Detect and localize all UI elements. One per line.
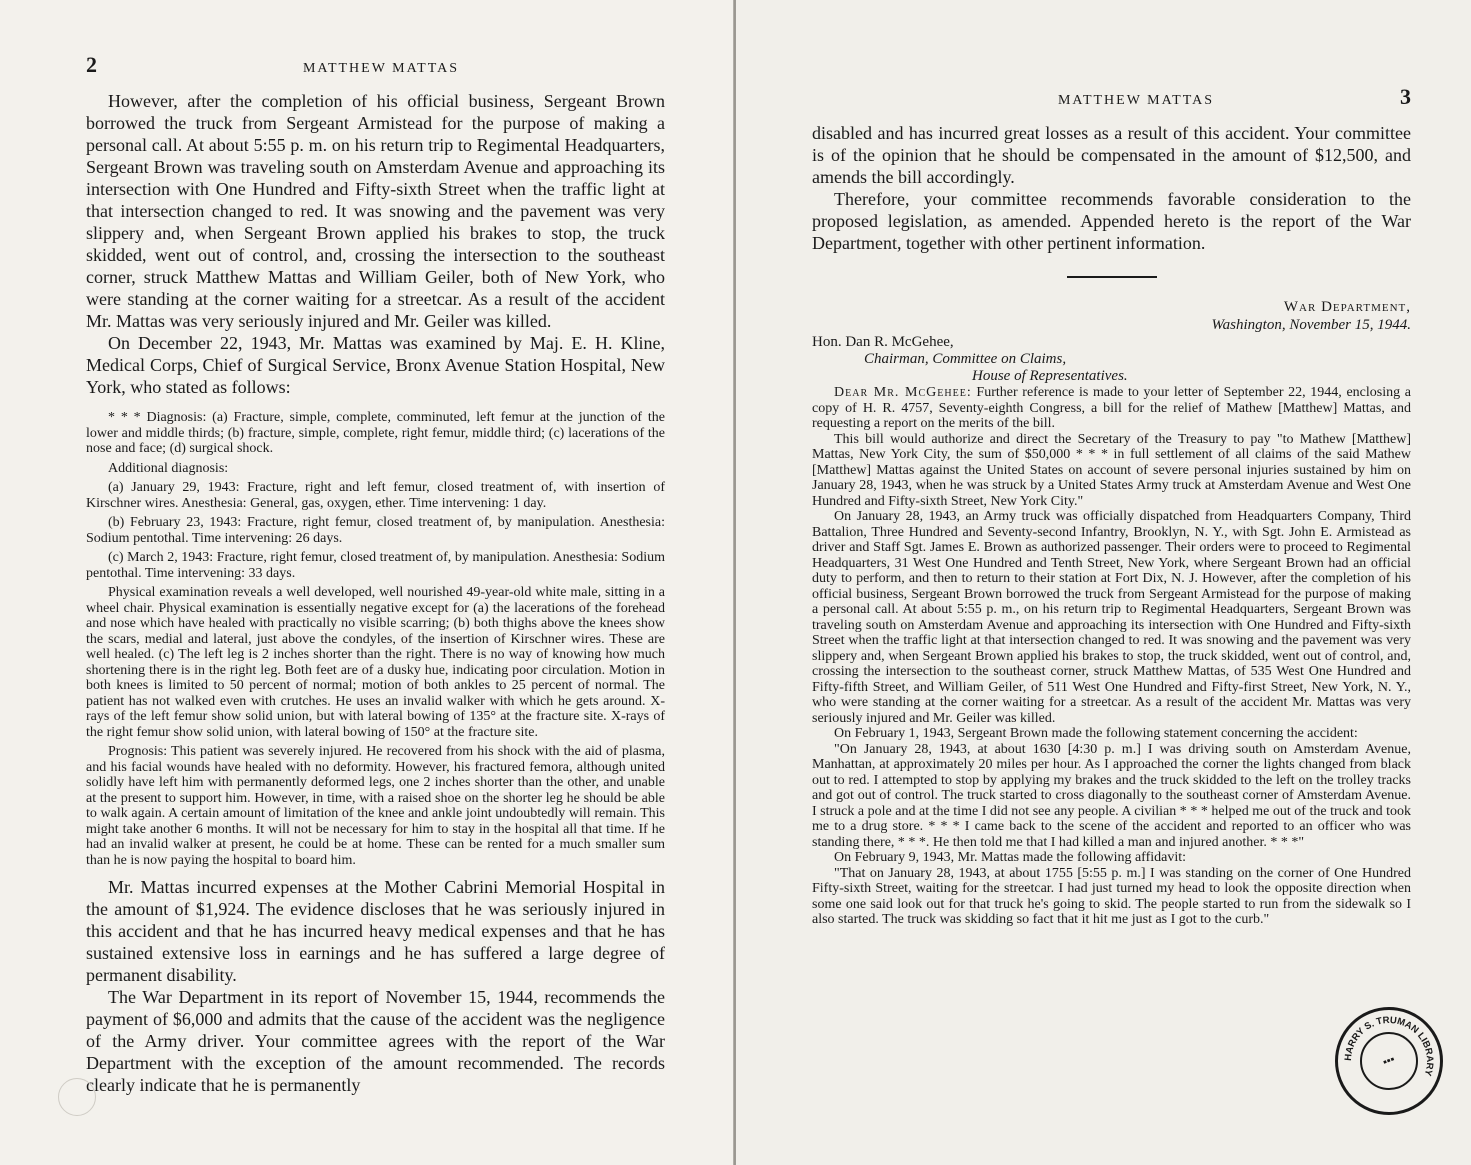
page-hole-mark (58, 1078, 96, 1116)
right-page-number: 3 (1400, 84, 1411, 109)
mattas-affidavit: "That on January 28, 1943, at about 1755 [5:55 p. m.] I was standing on the corner of One Hundred Fifty-sixth Street, waiting for the streetcar. I had just turned my head to look the opposite direction when some one said look out for that truck he's going to skid. The people started to run from the sidewalk so I also started. The truck was skidding so fact that it hit me just as I got to the curb." (812, 865, 1411, 927)
letter-paragraph-1-text: Further reference is made to your letter of September 22, 1944, enclosing a copy of H. R. 4757, Seventy-eighth Congress, a bill for the relief of Mathew [Matthew] Mattas, and requesting a report on the merits of the bill. (812, 385, 1412, 431)
letter-paragraph-2: This bill would authorize and direct the Secretary of the Treasury to pay "to Mathew [Matthew] Mattas, New York City, the sum of $50,000 * * * in full settlement of all claims of the said Mathew [Matthew] Mattas against the United States on account of severe personal injuries sustained by him on January 28, 1943, when he was struck by a United States Army truck at Amsterdam Avenue and West One Hundred and Fifty-sixth Street, New York City." (812, 431, 1411, 509)
diagnosis-item-b: (b) February 23, 1943: Fracture, right femur, closed treatment of, by manipulation. Anesthesia: Sodium pentothal. Time intervening: 26 days. (86, 515, 665, 546)
physical-exam-quote: Physical examination reveals a well developed, well nourished 49-year-old white male, sitting in a wheel chair. Physical examination is essentially negative except for (a) the lacerations of the forehead and nose which have healed with practically no visible scarring; (b) both thighs above the knees show the scars, medial and lateral, just above the condyles, of the insertion of Kirschner wires. These are well healed. (c) The left leg is 2 inches shorter than the right. There is no way of knowing how much shortening there is in the right leg. Both feet are of a dusky hue, indicating poor circulation. Motion in both knees is limited to 50 percent of normal; motion of both ankles to 25 percent of normal. The patient has not walked even with crutches. He uses an invalid walker with which he gets around. X-rays of the left femur show solid union, but with lateral bowing of 135° at the fracture site. X-rays of the right femur show solid union, with lateral bowing of 150° at the fracture site. (86, 585, 665, 740)
left-paragraph-3: Mr. Mattas incurred expenses at the Mother Cabrini Memorial Hospital in the amount of $1,924. The evidence discloses that he was seriously injured in this accident and that he has incurred heavy medical expenses and that he has sustained extensive loss in earnings and he has suffered a large degree of permanent disability. (86, 877, 665, 985)
left-paragraph-4: The War Department in its report of November 15, 1944, recommends the payment of $6,000 and admits that the cause of the accident was the negligence of the Army driver. Your committee agrees with the report of the War Department with the exception of the amount recommended. The records clearly indicate that he is permanently (86, 987, 665, 1095)
right-head-title: MATTHEW MATTAS (1057, 93, 1215, 108)
right-paragraph-1: disabled and has incurred great losses as a result of this accident. Your committee is of the opinion that he should be compensated in the amount of $12,500, and amends the bill accordingly. (812, 123, 1411, 187)
addressee-house: House of Representatives. (972, 368, 1128, 384)
letter-paragraph-1 (812, 385, 1411, 432)
diagnosis-quote: * * * Diagnosis: (a) Fracture, simple, complete, comminuted, left femur at the junction of the lower and middle thirds; (b) fracture, simple, complete, right femur, middle third; (c) lacerations of the nose and face; (d) surgical shock. (86, 410, 665, 456)
prognosis-quote: Prognosis: This patient was severely injured. He recovered from his shock with the aid of plasma, and his facial wounds have healed with no deformity. However, his fractured femora, although united solidly have left him with permanently deformed legs, one 2 inches shorter than the other, and unable at the present to support him. However, in time, with a raised shoe on the shorter leg he should be able to walk again. A certain amount of limitation of the knee and ankle joint undoubtedly will remain. This might take another 6 months. It will not be necessary for him to stay in the hospital all that time. If he had an invalid walker at present, he could be at home. These can be rented for a much smaller sum than he is now paying the hospital to board him. (86, 744, 665, 868)
right-paragraph-2: Therefore, your committee recommends favorable consideration to the proposed legislation, as amended. Appended hereto is the report of the War Department, together with other pertinent information. (812, 189, 1411, 253)
letter-org: War Department, (1283, 299, 1411, 315)
letter-paragraph-3: On January 28, 1943, an Army truck was officially dispatched from Headquarters Company, Third Battalion, Three Hundred and Seventy-second Infantry, Brooklyn, N. Y., with Sgt. John E. Armistead as driver and Staff Sgt. James E. Brown as authorized passenger. Their orders were to proceed to Regimental Headquarters, 31 West One Hundred and Tenth Street, New York, where Sergeant Brown had an official duty to perform, and then to return to their station at Fort Dix, N. J. However, after the completion of his official business, Sergeant Brown borrowed the truck from Sergeant Armistead for the purpose of making a personal call. At about 5:55 p. m., on his return trip to Regimental Headquarters, Sergeant Brown was traveling south on Amsterdam Avenue and approaching its intersection with One Hundred and Fifty-sixth Street when the traffic light at that intersection changed to red. It was snowing and the pavement was very slippery and, when Sergeant Brown applied his brakes to stop, the truck skidded, went out of control, and, crossing the intersection to the southeast corner, struck Matthew Mattas, of 535 West One Hundred and Fifty-fifth Street, and William Geiler, of 511 West One Hundred and Fifty-first Street, New York, N. Y., who were standing at the corner waiting for a streetcar. As a result of the accident Mr. Mattas was very seriously injured and Mr. Geiler was killed. (812, 509, 1411, 726)
stamp-text: HARRY S. TRUMAN LIBRARY (1342, 1014, 1436, 1078)
letter-heading (812, 298, 1411, 334)
left-paragraph-1: However, after the completion of his official business, Sergeant Brown borrowed the truck from Sergeant Armistead for the purpose of making a personal call. At about 5:55 p. m. on his return trip to Regimental Headquarters, Sergeant Brown was traveling south on Amsterdam Avenue and approaching its intersection with One Hundred and Fifty-sixth Street when the traffic light at that intersection changed to red. It was snowing and the pavement was very slippery and, when Sergeant Brown applied his brakes to stop, the truck skidded, went out of control, and, crossing the intersection to the southeast corner, struck Matthew Mattas and William Geiler, both of New York, who were standing at the corner waiting for a streetcar. As a result of the accident Mr. Mattas was very seriously injured and Mr. Geiler was killed. (86, 91, 665, 331)
addressee-title: Chairman, Committee on Claims, (864, 351, 1067, 367)
letter-address (812, 334, 1411, 385)
right-running-head (812, 84, 1411, 110)
left-page (0, 0, 735, 1165)
stamp-monogram-icon: ▪▪▪ (1381, 1053, 1397, 1069)
brown-statement: "On January 28, 1943, at about 1630 [4:30 p. m.] I was driving south on Amsterdam Avenue, Manhattan, at approximately 20 miles per hour. As I approached the corner the lights changed from black out to red. I attempted to stop by applying my brakes and the truck skidded to the left on the trolley tracks and got out of control. The truck started to cross diagonally to the southeast corner of Amsterdam Avenue. I struck a pole and at the time I did not see any people. A civilian * * * helped me out of the truck and took me to a drug store. * * * I came back to the scene of the accident and reported to an officer who was standing there, * * *. He then told me that I had killed a man and injured another. * * *" (812, 741, 1411, 850)
diagnosis-item-c: (c) March 2, 1943: Fracture, right femur, closed treatment of, by manipulation. Anesthesia: Sodium pentothal. Time intervening: 33 days. (86, 550, 665, 581)
addressee-name: Hon. Dan R. McGehee, (812, 334, 954, 350)
letter-place-date: Washington, November 15, 1944. (1211, 317, 1411, 333)
section-rule (1067, 276, 1157, 278)
salutation: Dear Mr. McGehee: (834, 385, 972, 400)
letter-paragraph-6: On February 9, 1943, Mr. Mattas made the following affidavit: (834, 850, 1187, 865)
left-paragraph-2: On December 22, 1943, Mr. Mattas was examined by Maj. E. H. Kline, Medical Corps, Chief of Surgical Service, Bronx Avenue Station Hospital, New York, who stated as follows: (86, 333, 665, 397)
letter-paragraph-4: On February 1, 1943, Sergeant Brown made the following statement concerning the accident: (834, 726, 1358, 741)
left-running-head (86, 52, 665, 78)
left-page-number: 2 (86, 52, 97, 77)
additional-diagnosis-label: Additional diagnosis: (108, 460, 229, 476)
left-head-title: MATTHEW MATTAS (302, 61, 460, 76)
diagnosis-item-a: (a) January 29, 1943: Fracture, right and left femur, closed treatment of, with insertion of Kirschner wires. Anesthesia: General, gas, oxygen, ether. Time intervening: 1 day. (86, 480, 665, 511)
stamp-center (1360, 1032, 1418, 1090)
library-stamp (1335, 1007, 1443, 1115)
right-page (736, 0, 1471, 1165)
